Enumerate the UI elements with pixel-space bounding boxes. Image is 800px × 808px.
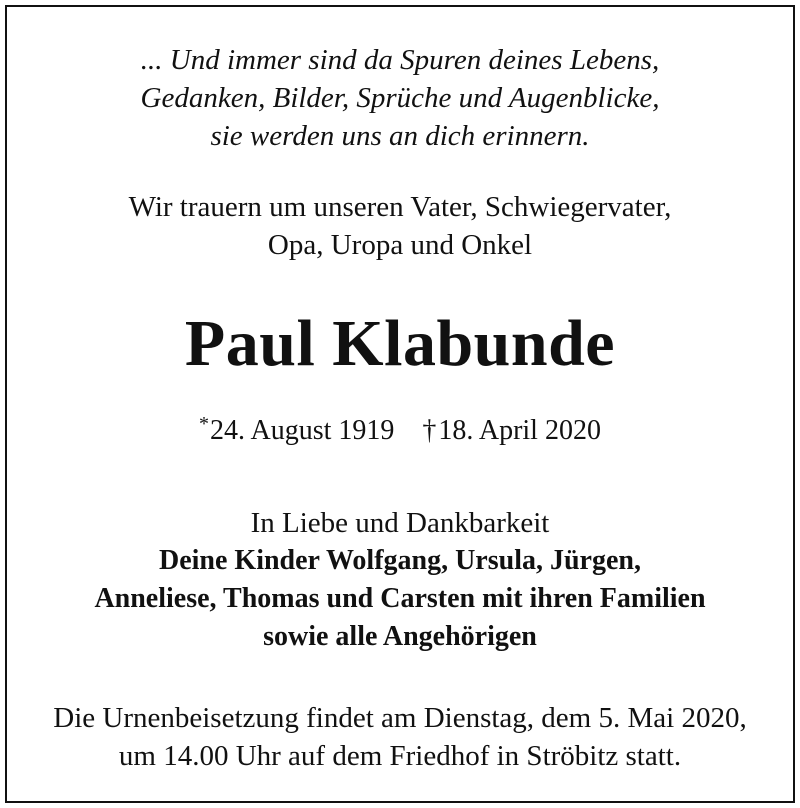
quote-line-1: ... Und immer sind da Spuren deines Lebens,	[140, 44, 660, 76]
mourners-intro: In Liebe und Dankbarkeit	[250, 507, 550, 539]
birth-symbol: *	[199, 413, 210, 435]
life-dates	[7, 414, 793, 445]
obituary-notice	[5, 5, 795, 803]
death-date: 18. April 2020	[438, 415, 601, 446]
death-symbol: †	[422, 415, 437, 446]
quote-line-2: Gedanken, Bilder, Sprüche und Augenblicke,	[140, 82, 660, 114]
funeral-line-2: um 14.00 Uhr auf dem Friedhof in Ströbitz statt.	[118, 740, 682, 772]
intro-line-1: Wir trauern um unseren Vater, Schwiegervater,	[128, 191, 672, 223]
quote-line-3: sie werden uns an dich erinnern.	[210, 120, 590, 152]
mourners-line-2: Anneliese, Thomas und Carsten mit ihren Familien	[94, 583, 706, 614]
birth-date: 24. August 1919	[210, 415, 395, 446]
funeral-line-1: Die Urnenbeisetzung findet am Dienstag, dem 5. Mai 2020,	[53, 702, 747, 734]
mourners-line-3: sowie alle Angehörigen	[263, 621, 537, 652]
intro-line-2: Opa, Uropa und Onkel	[267, 229, 533, 261]
deceased-name: Paul Klabunde	[184, 307, 616, 380]
mourners-line-1: Deine Kinder Wolfgang, Ursula, Jürgen,	[158, 545, 641, 576]
